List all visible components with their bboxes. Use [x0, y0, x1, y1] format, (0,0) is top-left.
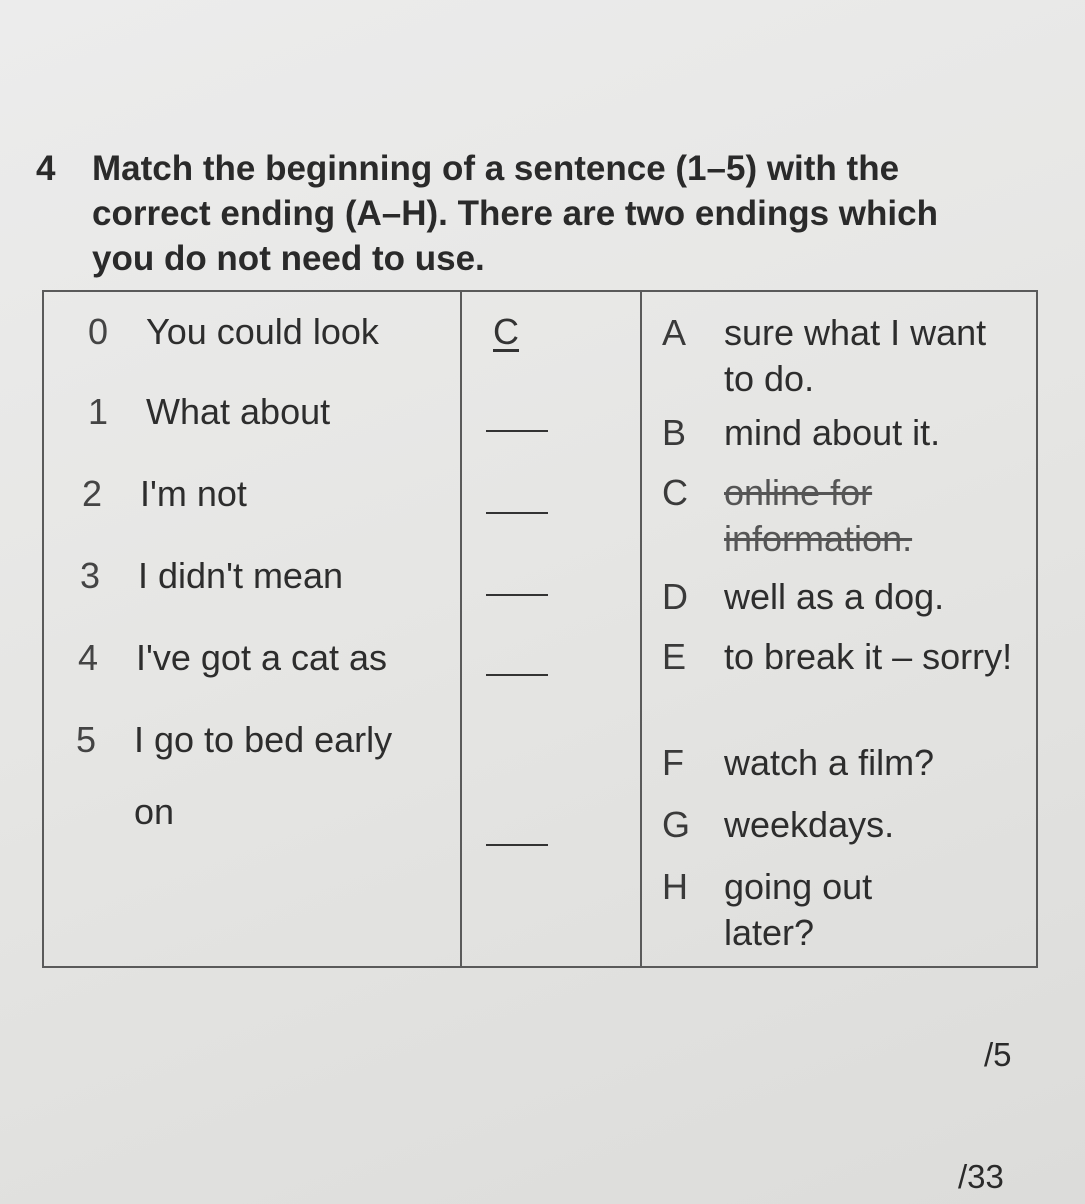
answer-blank-4[interactable]: [486, 674, 548, 676]
ending-c: C online for information.: [662, 470, 1014, 562]
sentence-beginning-0: 0 You could look: [88, 311, 379, 352]
ending-h: H going out later?: [662, 866, 873, 953]
section-score: /5: [984, 1036, 1012, 1073]
crossed-out-example-ending: online for information.: [724, 472, 913, 559]
ending-d: D well as a dog.: [662, 576, 945, 617]
column-divider: [640, 292, 642, 966]
sentence-beginning-5-continued: on: [134, 791, 175, 832]
sentence-beginning-1: 1 What about: [88, 391, 331, 432]
ending-g: G weekdays.: [662, 804, 895, 845]
answer-blank-1[interactable]: [486, 430, 548, 432]
sentence-beginning-4: 4 I've got a cat as: [78, 637, 388, 678]
answer-blank-3[interactable]: [486, 594, 548, 596]
sentence-beginning-3: 3 I didn't mean: [80, 555, 343, 596]
answer-blank-5[interactable]: [486, 844, 548, 846]
matching-table: [42, 290, 1038, 968]
sentence-beginning-5: 5 I go to bed early: [76, 719, 393, 760]
sentence-beginning-2: 2 I'm not: [82, 473, 247, 514]
answer-0: C: [493, 311, 519, 352]
instruction-text: Match the beginning of a sentence (1–5) with the correct ending (A–H). There are two endings which you do not need to use.: [92, 149, 938, 278]
exercise-instruction: [36, 146, 996, 281]
exercise-number: 4: [36, 149, 56, 188]
ending-a: A sure what I want to do.: [662, 312, 987, 399]
total-score: /33: [958, 1158, 1004, 1195]
answer-blank-2[interactable]: [486, 512, 548, 514]
ending-f: F watch a film?: [662, 742, 935, 783]
ending-b: B mind about it.: [662, 412, 941, 453]
ending-e: E to break it – sorry!: [662, 636, 1013, 677]
column-divider: [460, 292, 462, 966]
